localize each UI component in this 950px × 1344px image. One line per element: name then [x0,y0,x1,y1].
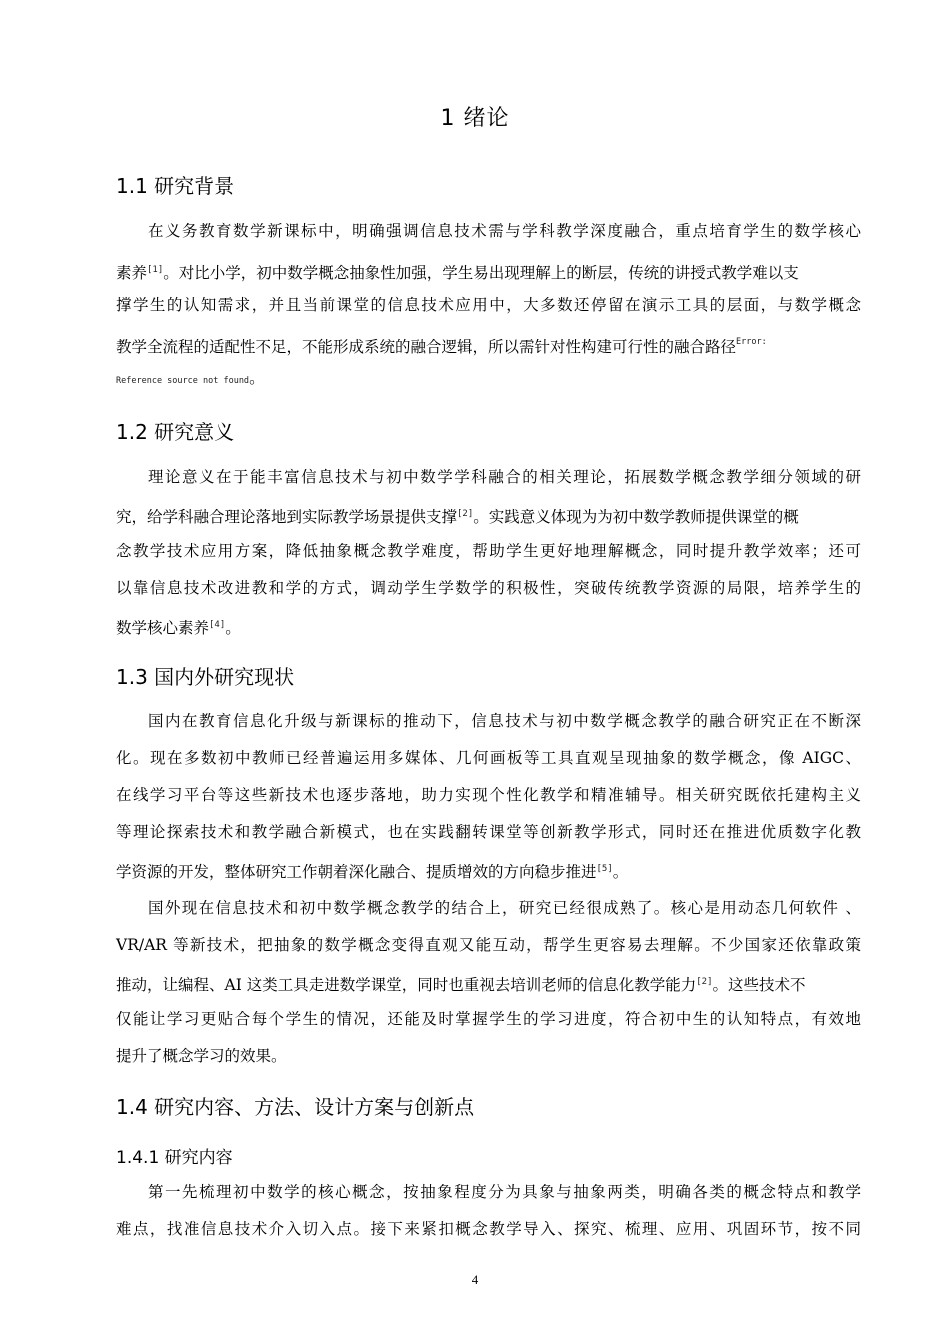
citation-ref: [4] [209,620,226,630]
text-run: 。 [225,619,241,637]
paragraph-line [116,332,861,357]
text-run: 推动，让编程、AI 这类工具走进数学课堂，同时也重视去培训老师的信息化教学能力 [116,976,697,994]
text-run: 数学核心素养 [116,619,210,637]
paragraph-line: 提升了概念学习的效果。 [116,1047,287,1065]
paragraph-line [116,368,861,391]
citation-ref: [2] [457,509,474,519]
text-run: 教学全流程的适配性不足，不能形成系统的融合逻辑，所以需针对性构建可行性的融合路径 [116,338,737,356]
paragraph-line: 理论意义在于能丰富信息技术与初中数学学科融合的相关理论，拓展数学概念教学细分领域的研 [148,468,861,486]
paragraph-line [116,260,861,283]
page-number: 4 [471,1272,479,1287]
paragraph-line [116,859,861,882]
paragraph-line [116,615,861,638]
text-run: 。对比小学，初中数学概念抽象性加强，学生易出现理解上的断层，传统的讲授式教学难以支 [163,264,799,282]
section-heading-1-4: 1.4 研究内容、方法、设计方案与创新点 [116,1095,475,1119]
text-run: 素养 [116,264,148,282]
paragraph-line: 仅能让学习更贴合每个学生的情况，还能及时掌握学生的学习进度，符合初中生的认知特点，有效地 [116,1010,861,1028]
text-run: 。 [612,863,629,881]
paragraph-line: 以靠信息技术改进教和学的方式，调动学生学数学的积极性，突破传统教学资源的局限，培养学生的 [116,579,861,597]
text-run: 学资源的开发，整体研究工作朝着深化融合、提质增效的方向稳步推进 [116,863,597,881]
paragraph-line [116,972,861,995]
chapter-title: 1 绪论 [440,106,510,131]
section-heading-1-1: 1.1 研究背景 [116,174,235,198]
paragraph-line: 化。现在多数初中教师已经普遍运用多媒体、几何画板等工具直观呈现抽象的数学概念，像 AIGC、 [116,749,861,767]
citation-error: Error: [736,337,767,347]
text-run: 究，给学科融合理论落地到实际教学场景提供支撑 [116,508,458,526]
citation-ref: [1] [147,265,164,275]
paragraph-line: 等理论探索技术和教学融合新模式，也在实践翻转课堂等创新教学形式，同时还在推进优质数字化教 [116,823,861,841]
paragraph-line: VR/AR 等新技术，把抽象的数学概念变得直观又能互动，帮学生更容易去理解。不少国家还依靠政策 [116,936,861,954]
text-run: 。 [249,369,265,387]
paragraph-line: 念教学技术应用方案，降低抽象概念教学难度，帮助学生更好地理解概念，同时提升教学效率；还可 [116,542,861,560]
citation-ref: [2] [696,977,713,987]
paragraph-line: 撑学生的认知需求，并且当前课堂的信息技术应用中，大多数还停留在演示工具的层面，与数学概念 [116,296,861,314]
paragraph-line [116,504,861,527]
subsection-heading-1-4-1: 1.4.1 研究内容 [116,1148,233,1168]
paragraph-line: 国内在教育信息化升级与新课标的推动下，信息技术与初中数学概念教学的融合研究正在不断深 [148,712,861,730]
text-run: 。实践意义体现为为初中数学教师提供课堂的概 [473,508,799,526]
paragraph-line: 难点，找准信息技术介入切入点。接下来紧扣概念教学导入、探究、梳理、应用、巩固环节，按不同 [116,1220,861,1238]
paragraph-line: 国外现在信息技术和初中数学概念教学的结合上，研究已经很成熟了。核心是用动态几何软件 、 [148,899,861,917]
paragraph-line: 在线学习平台等这些新技术也逐步落地，助力实现个性化教学和精准辅导。相关研究既依托建构主义 [116,786,861,804]
citation-error: Reference source not found [116,376,250,386]
paragraph-line: 在义务教育数学新课标中，明确强调信息技术需与学科教学深度融合，重点培育学生的数学核心 [148,222,861,240]
text-run: 。这些技术不 [712,976,806,994]
paragraph-line: 第一先梳理初中数学的核心概念，按抽象程度分为具象与抽象两类，明确各类的概念特点和教学 [148,1183,861,1201]
section-heading-1-3: 1.3 国内外研究现状 [116,665,295,689]
citation-ref: [5] [596,864,613,874]
section-heading-1-2: 1.2 研究意义 [116,420,235,444]
